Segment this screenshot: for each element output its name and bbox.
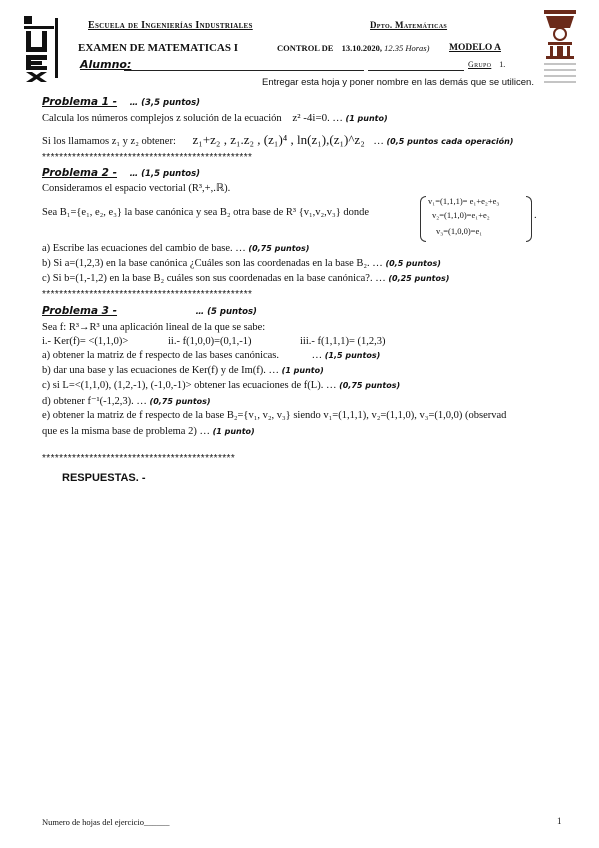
model-label: MODELO A [449, 43, 501, 53]
separator-2: ************************************************* [42, 289, 253, 300]
problem2-item-c: c) Si b=(1,-1,2) en la base B₂ cuáles son sus coordenadas en la base canónica?. … (0,25 puntos) [42, 273, 450, 284]
page-number: 1 [557, 816, 562, 826]
sheets-count-field[interactable]: Numero de hojas del ejercicio______ [42, 817, 170, 827]
student-label: Alumno: [80, 58, 132, 71]
problem1-heading: Problema 1 - … (3,5 puntos) [42, 96, 201, 108]
system-brace-right [526, 196, 532, 242]
problem3-cond-1: i.- Ker(f)= <(1,1,0)> [42, 336, 129, 347]
system-eq-3: v₃=(1,0,0)=e₁ [436, 226, 483, 236]
student-name-line[interactable] [124, 70, 364, 71]
problem3-cond-2: ii.- f(1,0,0)=(0,1,-1) [168, 336, 252, 347]
system-eq-2: v₂=(1,1,0)=e₁+e₂ [432, 210, 490, 220]
problem2-item-b: b) Si a=(1,2,3) en la base canónica ¿Cuáles son las coordenadas en la base B₂. … (0,5 puntos) [42, 258, 441, 269]
problem2-item-a: a) Escribe las ecuaciones del cambio de base. … (0,75 puntos) [42, 243, 310, 254]
student-name-line-2[interactable] [368, 70, 464, 71]
problem2-line2: Sea B₁={e₁, e₂, e₃} la base canónica y sea B₂ otra base de R³ {v₁,v₂,v₃} donde [42, 207, 370, 218]
problem1-line2: Si los llamamos z₁ y z₂ obtener: z₁+z₂ , z₁.z₂ , (z₁)⁴ , ln(z₁),(z₁)^z₂ … (0,5 puntos cada operación) [42, 132, 514, 147]
instruction: Entregar esta hoja y poner nombre en las demás que se utilicen. [262, 77, 534, 88]
problem3-cond-3: iii.- f(1,1,1)= (1,2,3) [300, 336, 386, 347]
system-tail: . [534, 210, 537, 221]
separator-3: ********************************************* [42, 453, 236, 464]
problem3-line1: Sea f: R³→R³ una aplicación lineal de la que se sabe: [42, 322, 266, 333]
crest-icon [540, 8, 580, 86]
problem3-item-c: c) si L=<(1,1,0), (1,2,-1), (-1,0,-1)> obtener las ecuaciones de f(L). … (0,75 puntos) [42, 380, 401, 391]
uex-logo [22, 14, 68, 82]
problem3-item-e-line2: que es la misma base de problema 2) … (1 punto) [42, 426, 255, 437]
problem3-heading: Problema 3 - … (5 puntos) [42, 305, 257, 317]
group-label: Grupo 1. [468, 60, 506, 69]
problem2-heading: Problema 2 - … (1,5 puntos) [42, 167, 201, 179]
problem3-item-b: b) dar una base y las ecuaciones de Ker(f) y de Im(f). … (1 punto) [42, 365, 324, 376]
problem3-item-a: a) obtener la matriz de f respecto de las bases canónicas. … (1,5 puntos) [42, 350, 381, 361]
system-brace-left [420, 196, 426, 242]
answers-label: RESPUESTAS. - [62, 472, 146, 484]
control-info: CONTROL DE 13.10.2020, 12.35 Horas) [277, 43, 430, 53]
system-eq-1: v₁=(1,1,1)= e₁+e₂+e₃ [428, 196, 500, 206]
problem1-line1: Calcula los números complejos z solución de la ecuación z² -4i=0. … (1 punto) [42, 112, 388, 124]
separator-1: ************************************************* [42, 152, 253, 163]
problem3-item-e-line1: e) obtener la matriz de f respecto de la base B₂={v₁, v₂, v₃} siendo v₁=(1,1,1), v₂=(1,1,0), v₃=(1,0,0) (observad [42, 410, 507, 421]
problem2-line1: Consideramos el espacio vectorial (R³,+,.ℝ). [42, 183, 231, 194]
school-name: Escuela de Ingenierías Industriales [88, 20, 253, 31]
department: Dpto. Matemáticas [370, 20, 448, 30]
problem3-item-d: d) obtener f⁻¹(-1,2,3). … (0,75 puntos) [42, 396, 211, 407]
exam-title: EXAMEN DE MATEMATICAS I [78, 42, 239, 54]
